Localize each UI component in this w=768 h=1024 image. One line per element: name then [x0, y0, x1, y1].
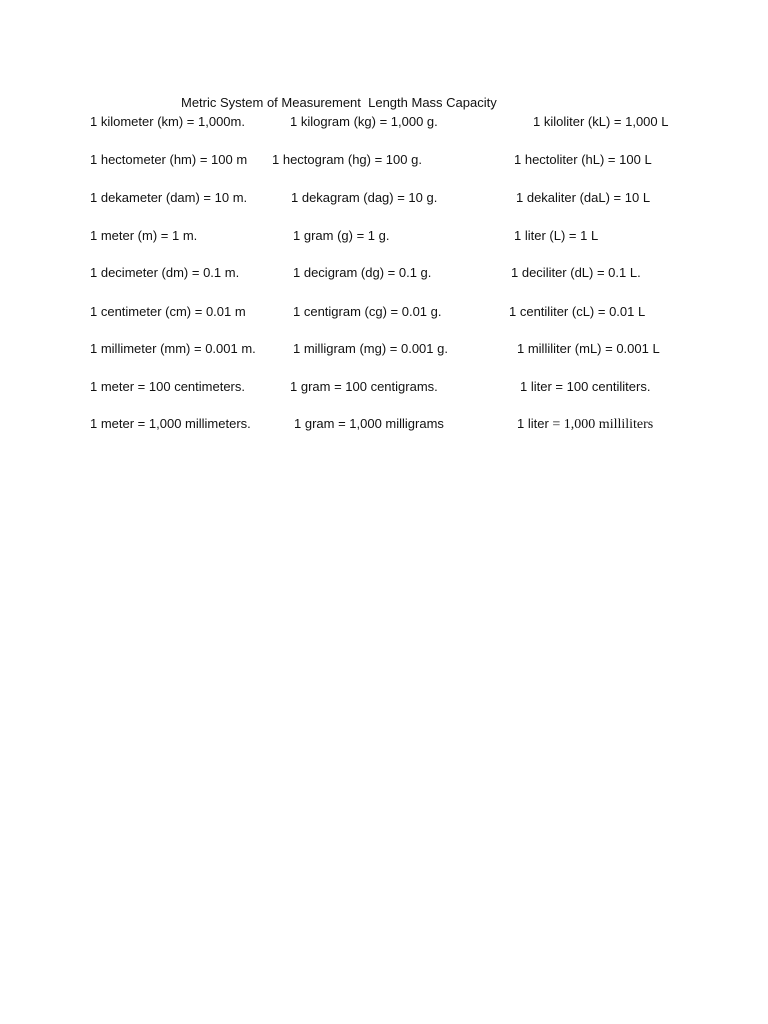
mass-cell: 1 dekagram (dag) = 10 g.	[291, 190, 438, 205]
table-row	[0, 152, 768, 168]
capacity-cell: 1 liter (L) = 1 L	[514, 228, 599, 243]
mass-cell: 1 gram = 1,000 milligrams	[294, 416, 444, 431]
page-title: Metric System of Measurement Length Mass Capacity	[181, 95, 497, 110]
mass-cell: 1 milligram (mg) = 0.001 g.	[293, 341, 448, 356]
mass-cell: 1 hectogram (hg) = 100 g.	[272, 152, 422, 167]
capacity-cell: 1 centiliter (cL) = 0.01 L	[509, 304, 646, 319]
length-cell: 1 meter = 100 centimeters.	[90, 379, 245, 394]
capacity-cell: 1 deciliter (dL) = 0.1 L.	[511, 265, 641, 280]
mass-cell: 1 gram = 100 centigrams.	[290, 379, 438, 394]
capacity-cell: 1 kiloliter (kL) = 1,000 L	[533, 114, 669, 129]
mass-cell: 1 centigram (cg) = 0.01 g.	[293, 304, 442, 319]
capacity-cell	[517, 416, 653, 433]
table-row	[0, 416, 768, 432]
capacity-cell-text: 1 liter	[517, 416, 553, 431]
capacity-cell: 1 milliliter (mL) = 0.001 L	[517, 341, 660, 356]
capacity-cell: 1 hectoliter (hL) = 100 L	[514, 152, 652, 167]
capacity-cell-serif-text: = 1,000 milliliters	[552, 417, 654, 432]
length-cell: 1 hectometer (hm) = 100 m	[90, 152, 248, 167]
length-cell: 1 dekameter (dam) = 10 m.	[90, 190, 248, 205]
table-row	[0, 341, 768, 357]
length-cell: 1 kilometer (km) = 1,000m.	[90, 114, 245, 129]
mass-cell: 1 decigram (dg) = 0.1 g.	[293, 265, 432, 280]
table-row	[0, 304, 768, 320]
length-cell: 1 meter = 1,000 millimeters.	[90, 416, 251, 431]
capacity-cell: 1 dekaliter (daL) = 10 L	[516, 190, 651, 205]
mass-cell: 1 gram (g) = 1 g.	[293, 228, 390, 243]
mass-cell: 1 kilogram (kg) = 1,000 g.	[290, 114, 438, 129]
length-cell: 1 centimeter (cm) = 0.01 m	[90, 304, 246, 319]
table-row	[0, 190, 768, 206]
length-cell: 1 meter (m) = 1 m.	[90, 228, 198, 243]
table-row	[0, 379, 768, 395]
table-row	[0, 114, 768, 130]
capacity-cell: 1 liter = 100 centiliters.	[520, 379, 651, 394]
table-row	[0, 228, 768, 244]
length-cell: 1 decimeter (dm) = 0.1 m.	[90, 265, 240, 280]
table-row	[0, 265, 768, 281]
length-cell: 1 millimeter (mm) = 0.001 m.	[90, 341, 256, 356]
